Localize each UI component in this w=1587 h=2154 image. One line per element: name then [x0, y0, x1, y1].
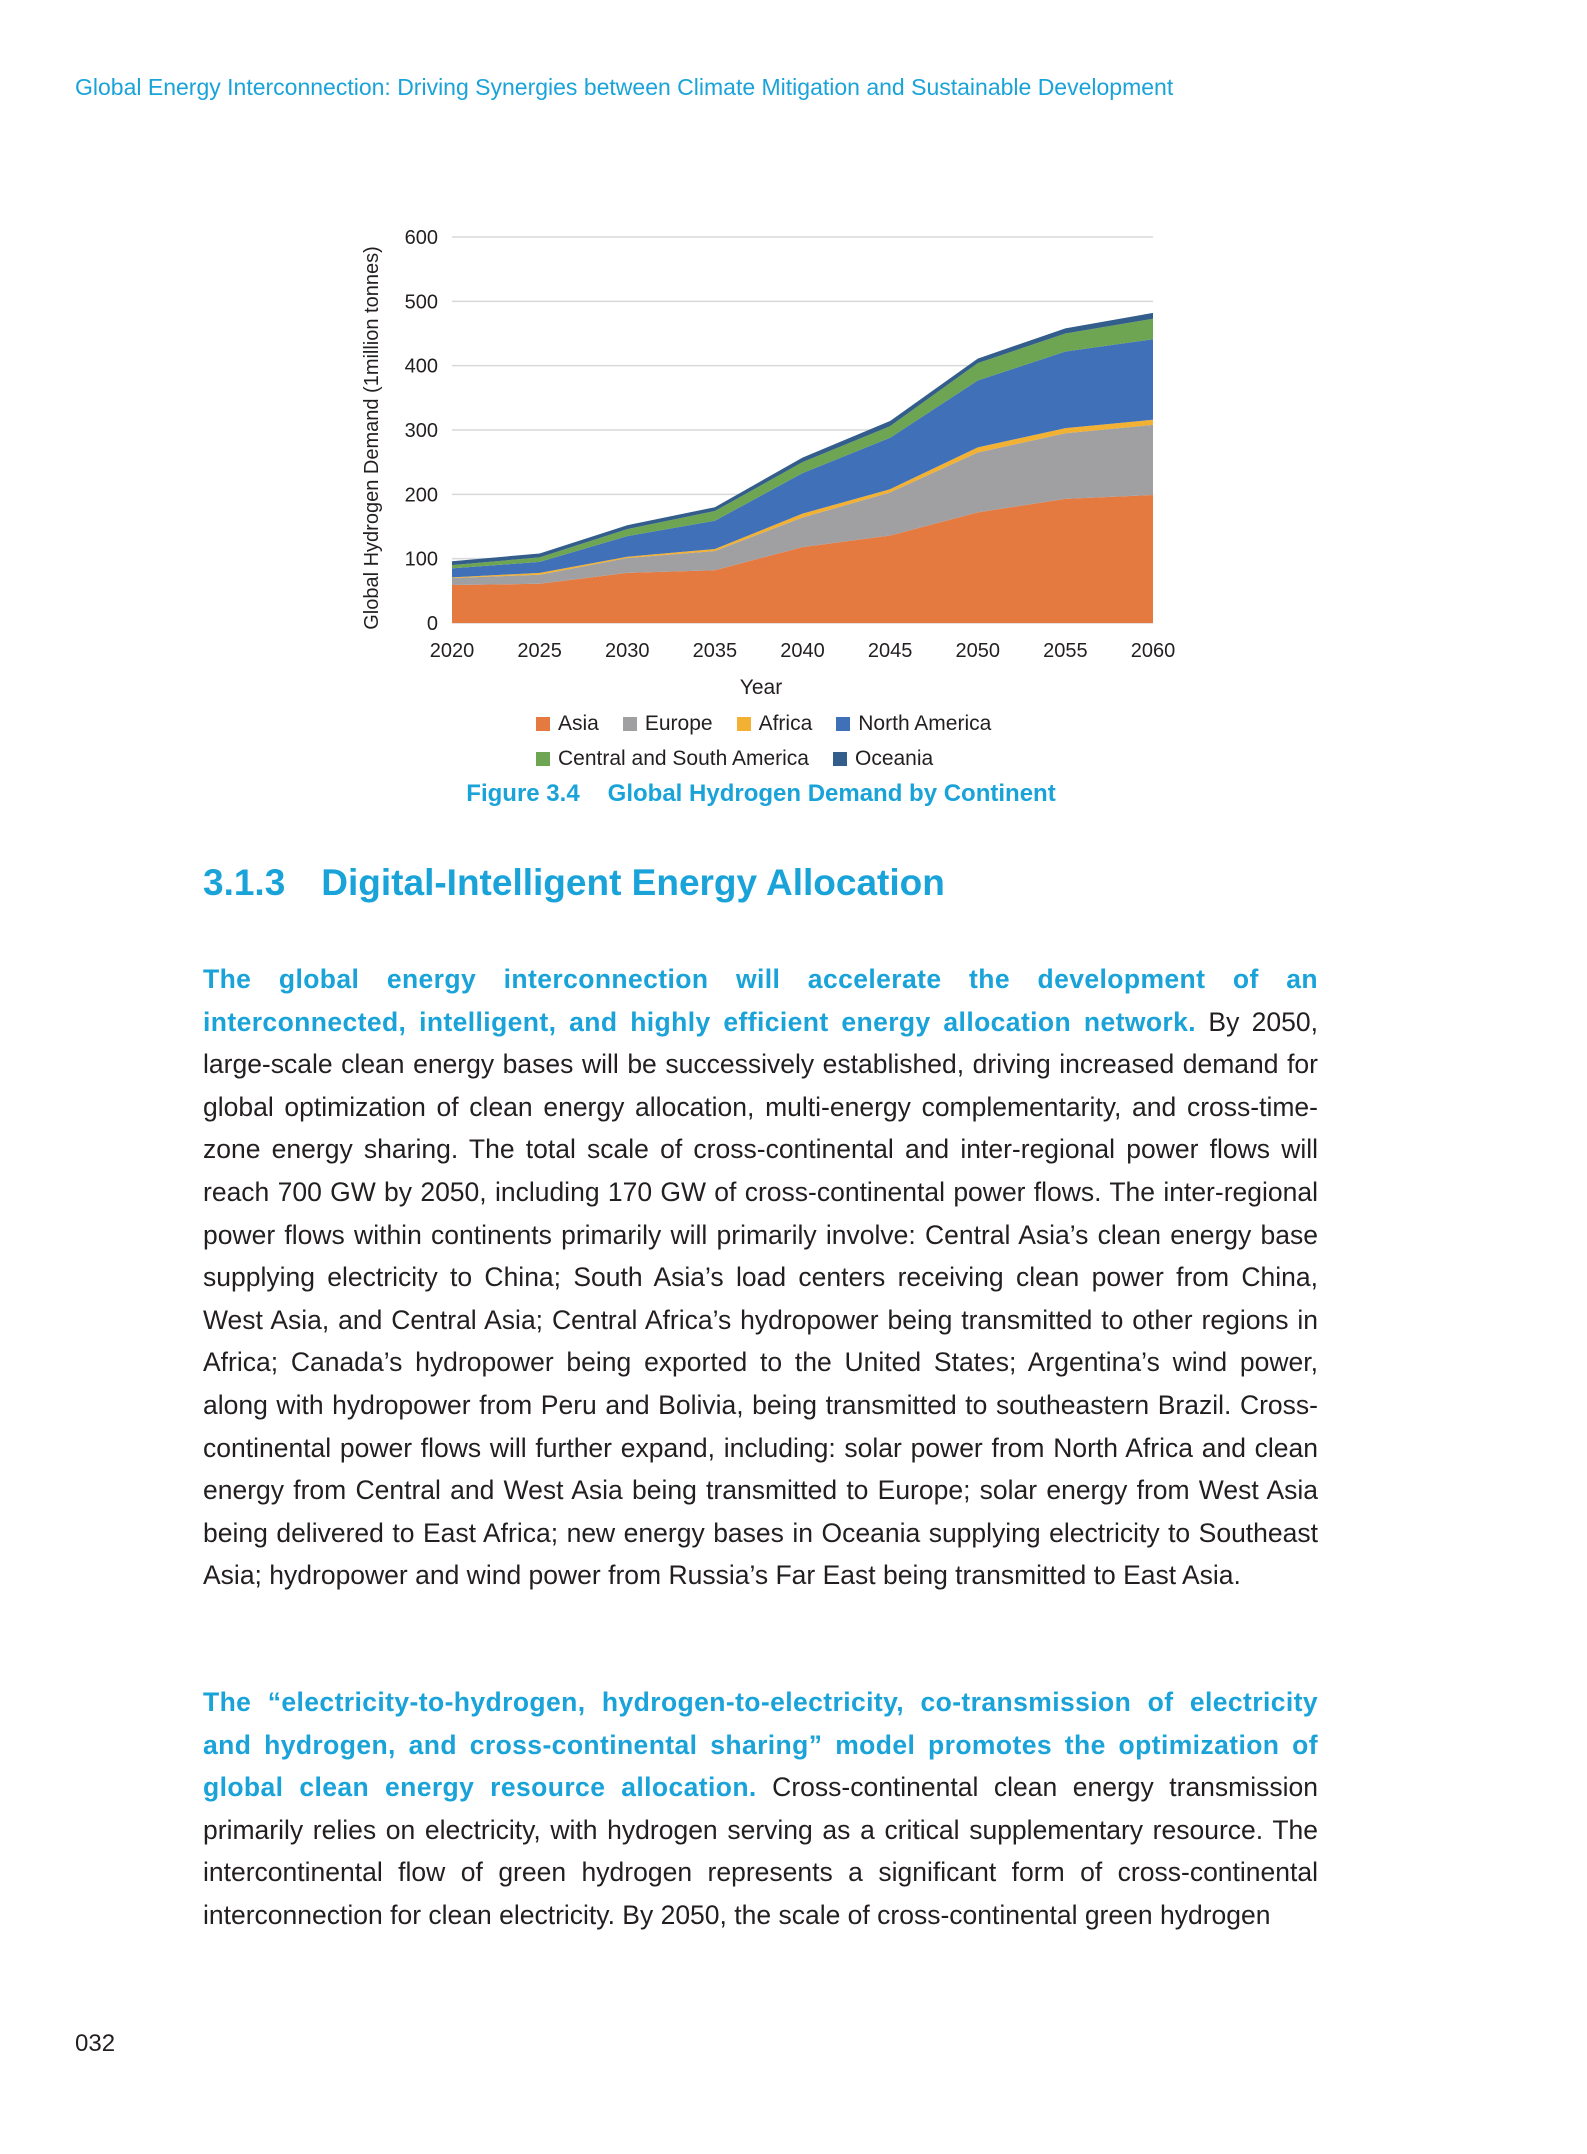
chart-legend-row-2 — [536, 747, 933, 771]
legend-item — [536, 747, 809, 771]
legend-swatch — [623, 717, 637, 731]
x-tick-label: 2055 — [1043, 640, 1088, 662]
y-axis-label: Global Hydrogen Demand (1million tonnes) — [361, 246, 383, 630]
legend-swatch — [536, 717, 550, 731]
y-tick-label: 500 — [404, 291, 438, 314]
legend-item — [536, 712, 599, 736]
section-title: Digital-Intelligent Energy Allocation — [321, 862, 945, 903]
paragraph-body: By 2050, large-scale clean energy bases will be successively established, driving increased demand for global optimization of clean energy allocation, multi-energy complementarity, and cross-time-zone energy sharing. The total scale of cross-continental and inter-regional power flows will reach 700 GW by 2050, including 170 GW of cross-continental power flows. The inter-regional power flows within continents primarily will primarily involve: Central Asia’s clean energy base supplying electricity to China; South Asia’s load centers receiving clean power from China, West Asia, and Central Asia; Central Africa’s hydropower being transmitted to other regions in Africa; Canada’s hydropower being exported to the United States; Argentina’s wind power, along with hydropower from Peru and Bolivia, being transmitted to southeastern Brazil. Cross-continental power flows will further expand, including: solar power from North Africa and clean energy from Central and West Asia being transmitted to Europe; solar energy from West Asia being delivered to East Africa; new energy bases in Oceania supplying electricity to Southeast Asia; hydropower and wind power from Russia’s Far East being transmitted to East Asia. — [203, 1006, 1318, 1591]
running-header: Global Energy Interconnection: Driving Synergies between Climate Mitigation and Sustainable Development — [75, 74, 1174, 100]
legend-item — [836, 712, 991, 736]
legend-label: Asia — [558, 712, 599, 735]
legend-item — [623, 712, 713, 736]
legend-label: Africa — [758, 712, 813, 735]
x-tick-label: 2035 — [692, 640, 738, 662]
legend-label: Oceania — [854, 747, 934, 770]
figure-caption — [0, 780, 1522, 808]
section-heading — [203, 862, 945, 904]
legend-item — [737, 712, 813, 736]
x-tick-label: 2050 — [955, 640, 1000, 662]
legend-label: Central and South America — [558, 747, 809, 770]
page-number: 032 — [75, 2030, 116, 2057]
y-tick-label: 200 — [404, 484, 438, 507]
stacked-area-chart — [0, 0, 1587, 700]
paragraph-body: Cross-continental clean energy transmission primarily relies on electricity, with hydrogen serving as a critical supplementary resource. The intercontinental flow of green hydrogen represents a significant form of cross-continental interconnection for clean electricity. By 2050, the scale of cross-continental green hydrogen — [203, 1772, 1318, 1930]
x-tick-label: 2060 — [1130, 640, 1176, 662]
paragraph-2 — [203, 1681, 1318, 1937]
section-number: 3.1.3 — [203, 862, 286, 903]
legend-label: North America — [858, 712, 992, 735]
paragraph-1 — [203, 958, 1318, 1597]
legend-swatch — [737, 717, 751, 731]
figure-title: Global Hydrogen Demand by Continent — [607, 780, 1056, 807]
legend-swatch — [833, 752, 847, 766]
paragraph-lead: The global energy interconnection will accelerate the development of an interconnected, intelligent, and highly efficient energy allocation network. — [203, 964, 1318, 1037]
legend-label: Europe — [644, 712, 713, 735]
y-tick-label: 0 — [426, 613, 438, 635]
x-tick-label: 2025 — [517, 640, 562, 662]
y-tick-label: 100 — [404, 548, 438, 571]
x-axis-label: Year — [739, 676, 783, 699]
y-tick-label: 300 — [404, 420, 438, 442]
y-tick-label: 600 — [404, 227, 438, 249]
figure-label: Figure 3.4 — [466, 780, 580, 807]
paragraph-lead: The “electricity-to-hydrogen, hydrogen-to-electricity, co-transmission of electricity and hydrogen, and cross-continental sharing” model promotes the optimization of global clean energy resource allocation. — [203, 1687, 1318, 1803]
chart-legend-row-1 — [536, 712, 991, 736]
x-tick-label: 2040 — [780, 640, 825, 662]
legend-swatch — [536, 752, 550, 766]
legend-item — [833, 747, 933, 771]
x-tick-label: 2020 — [429, 640, 475, 662]
x-tick-label: 2030 — [605, 640, 650, 662]
y-tick-label: 400 — [404, 355, 438, 378]
x-tick-label: 2045 — [867, 640, 913, 662]
legend-swatch — [836, 717, 850, 731]
